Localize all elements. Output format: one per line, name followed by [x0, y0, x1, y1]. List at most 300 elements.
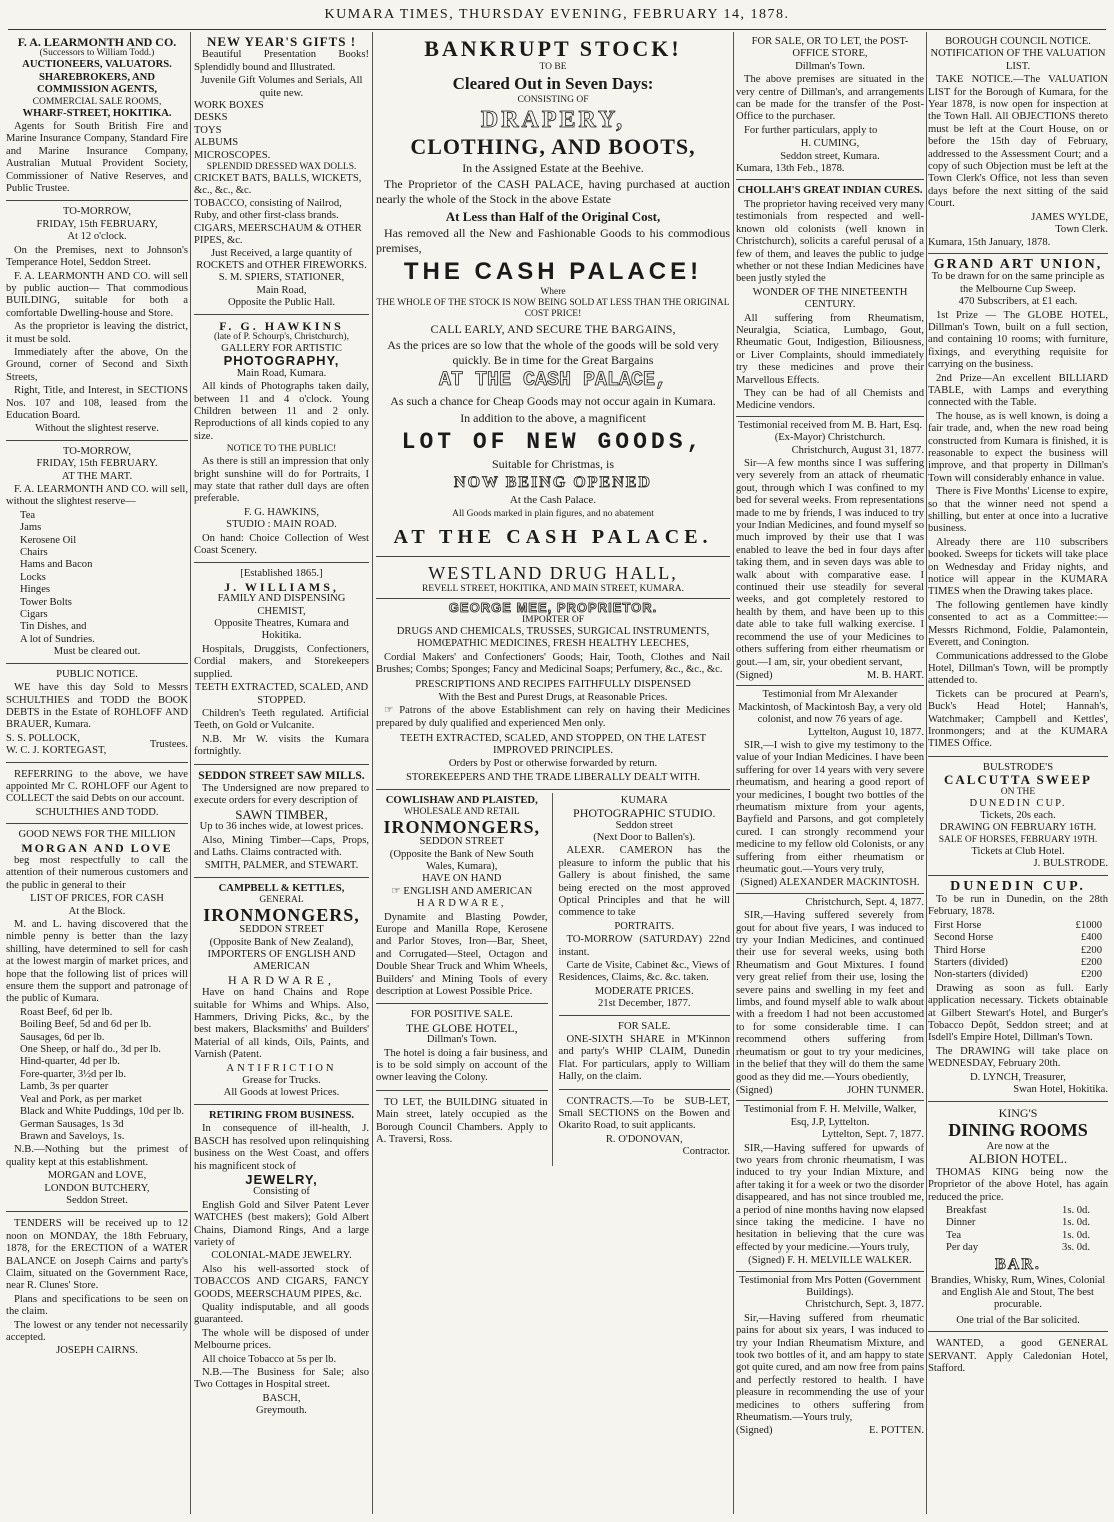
cash-palace-ad	[376, 34, 730, 557]
testimonial-date: Christchurch, Sept. 4, 1877.	[805, 896, 924, 908]
ad-item: TOBACCO, consisting of Nailrod, Ruby, and other first-class brands.	[194, 197, 342, 222]
ad-signature: S. M. SPIERS, STATIONER,	[218, 272, 345, 284]
ad-subheading: HAVE ON HAND	[422, 873, 502, 885]
column-2	[194, 34, 369, 1514]
meal-row-label: Breakfast	[946, 1204, 987, 1216]
column-rule	[733, 32, 734, 1514]
ad-date: FRIDAY, 15th FEBRUARY.	[36, 458, 158, 470]
column-rule	[190, 32, 191, 1514]
ad-heading: DRAPERY,	[480, 107, 626, 133]
ad-body: Immediately after the above, On the Ground, corner of Second and Sixth Streets,	[6, 346, 188, 383]
pointing-hand-icon: ☞	[384, 705, 394, 717]
ad-body: All Goods marked in plain figures, and no abatement	[452, 509, 654, 520]
prize-row-value: £200	[1080, 944, 1102, 956]
kings-dining-ad	[928, 1105, 1108, 1333]
to-let-ad	[376, 1094, 548, 1152]
basch-ad	[194, 1108, 369, 1422]
goods-item: Hams and Bacon	[20, 559, 93, 571]
ad-address: STUDIO : MAIN ROAD.	[226, 519, 337, 531]
ad-heading: BULSTRODE'S	[982, 761, 1054, 773]
divider	[736, 1271, 924, 1272]
ad-heading: PRESCRIPTIONS AND RECIPES FAITHFULLY DISPENSED	[415, 679, 691, 691]
ad-body: All Goods at lowest Prices.	[223, 1087, 340, 1099]
ad-heading: IRONMONGERS,	[203, 905, 360, 926]
ad-body: Tickets at Club Hotel.	[971, 845, 1065, 857]
price-item: Roast Beef, 6d per lb.	[20, 1006, 113, 1018]
ad-body: 470 Subscribers, at £1 each.	[958, 296, 1078, 308]
calcutta-sweep-ad	[928, 760, 1108, 876]
new-years-gifts-ad	[194, 34, 369, 315]
ad-address: SEDDON STREET	[239, 924, 324, 936]
auction-goods-ad	[6, 444, 188, 664]
prize-row-value: £200	[1080, 969, 1102, 981]
dunedin-cup-ad	[928, 879, 1108, 1102]
ad-trades: AUCTIONEERS, VALUATORS. SHAREBROKERS, AND COMMISSION AGENTS,	[22, 59, 172, 96]
ad-body: To be drawn for on the same principle as the Melbourne Cup Sweep.	[931, 271, 1105, 295]
chollah-cures-ad	[736, 183, 924, 1441]
ad-heading: ALBION HOTEL.	[968, 1151, 1068, 1167]
ad-body: Drawing as soon as full. Early application necessary. Tickets obtainable at Gilbert Stewart's Hotel, and Burger's Tobacco Depôt, Seddon street; and at Isdell's Empire Hotel, Dillman's Town.	[928, 982, 1108, 1044]
goods-item: Locks	[20, 571, 46, 583]
ad-body: beg most respectfully to call the attention of their numerous customers and the public in general to their	[6, 854, 188, 891]
prize-row-value: £400	[1080, 932, 1102, 944]
ad-address: Greymouth.	[256, 1405, 307, 1417]
testimonial-date: Lyttelton, August 10, 1877.	[808, 726, 924, 738]
ad-body: REFERRING to the above, we have appointed Mr C. ROHLOFF our Agent to COLLECT the said Debts on our account.	[6, 768, 188, 805]
ad-heading: GRAND ART UNION,	[933, 256, 1103, 272]
testimonial-body: SIR,—Having suffered for upwards of two years from chronic rheumatism, I was induced to try your Indian Mixture, and after taking it for a week or two the disorder disappeared, and has not since troubled me, a period of nine months having now elapsed since taking the medicine. I have no hesitation in believing that the cure was effected by your medicine.—Yours truly,	[736, 1142, 924, 1253]
trustees-label: Trustees.	[149, 738, 188, 750]
ad-heading: NOW BEING OPENED	[454, 474, 652, 491]
ad-body: In addition to the above, a magnificent	[460, 411, 646, 425]
ad-heading: PORTRAITS.	[614, 920, 675, 932]
meal-row-label: Dinner	[946, 1217, 976, 1229]
ad-body: Carte de Visite, Cabinet &c., Views of Residences, Claims, &c. &c. taken.	[558, 959, 730, 984]
ad-signature: SMITH, PALMER, and STEWART.	[204, 860, 359, 872]
ad-heading: F. A. LEARMONTH AND CO.	[17, 35, 177, 49]
ad-signature: MORGAN and LOVE,	[47, 1170, 147, 1182]
ad-body: Tickets, 20s each.	[980, 809, 1056, 821]
ad-body: As such a chance for Cheap Goods may not occur again in Kumara.	[390, 394, 716, 408]
ad-heading: TEETH EXTRACTED, SCALED, AND STOPPED.	[194, 682, 369, 706]
ad-heading: WONDER OF THE NINETEENTH CENTURY.	[752, 286, 908, 311]
ad-heading: RETIRING FROM BUSINESS.	[208, 1109, 355, 1121]
ad-heading: F. G. HAWKINS	[219, 318, 344, 333]
meal-row-value: 1s. 0d.	[1062, 1204, 1090, 1216]
testimonial-heading: Testimonial from F. H. Melville, Walker, Esq, J.P, Lyttelton.	[743, 1104, 917, 1128]
testimonial-date: Lyttelton, Sept. 7, 1877.	[821, 1129, 924, 1141]
ad-heading: JEWELRY,	[245, 1171, 318, 1187]
testimonial-body: SIR,—Having suffered severely from gout for about five years, I was induced to try your Indian Medicines, and continued their use for several weeks, using both Rheumatism and Gout Mixtures. I found very great relief from their use, losing the severe pains and swelling in my feet and limbs, and found myself able to walk about with a freedom I had not been accustomed to for some considerable time. I can recommend others suffering from rheumatism or gout to try your medicines, in the belief that they will do them the same good as they did me.—Yours obediently,	[736, 910, 924, 1083]
price-item: Boiling Beef, 5d and 6d per lb.	[20, 1019, 152, 1031]
ad-heading: DINING ROOMS	[948, 1119, 1088, 1140]
prize-row-value: £200	[1080, 957, 1102, 969]
meal-row	[946, 1205, 1090, 1217]
masthead: KUMARA TIMES, THURSDAY EVENING, FEBRUARY 14, 1878.	[324, 7, 790, 22]
ad-body: Up to 36 inches wide, at lowest prices.	[199, 821, 364, 833]
ad-address: Opposite Theatres, Kumara and Hokitika.	[214, 618, 349, 642]
ad-signature: SCHULTHIES AND TODD.	[35, 806, 159, 818]
ad-body: All suffering from Rheumatism, Neuralgia, Sciatica, Lumbago, Gout, Rheumatic Gout, Indigestion, Biliousness, or Liver Complaints, should immediately try these medicines and prove their Marvellous Effects.	[736, 312, 924, 386]
ad-body: Children's Teeth regulated. Artificial Teeth, on Gold or Vulcanite.	[194, 707, 369, 732]
price-item: Black and White Puddings, 10d per lb.	[20, 1106, 184, 1118]
goods-list	[6, 510, 188, 646]
testimonial-body: Sir,—Having suffered from rheumatic pains for about six years, I was induced to try your Indian Rheumatism Mixture, and took two bottles of it, and am happy to state got quite cured, and am now free from pains and perfectly restored to health. I have pleasure in recommending the use of your medicines to others suffering from Rheumatism.—Yours truly,	[736, 1312, 924, 1424]
prize-row-label: Second Horse	[934, 932, 994, 944]
testimonial-heading: Testimonial received from M. B. Hart, Esq. (Ex-Mayor) Christchurch.	[737, 419, 922, 444]
ad-body: 1st Prize — The GLOBE HOTEL, Dillman's Town, built on a full section, and containing 10 rooms; with furniture, fixings, and everything requisite for carrying on the business.	[928, 309, 1108, 371]
ad-body: The following gentlemen have kindly consented to act as a Committee:— Messrs Richmond, Foldie, Palamontein, Everett, and Conington.	[928, 599, 1108, 649]
ad-body: One trial of the Bar solicited.	[956, 1314, 1080, 1326]
ad-signature: JAMES WYLDE,	[1031, 211, 1108, 223]
ad-body: N.B.—Nothing but the primest of quality kept at this establishment.	[6, 1144, 188, 1168]
prize-row	[934, 920, 1102, 932]
post-office-store-ad	[736, 34, 924, 180]
ad-body: The hotel is doing a fair business, and is to be sold simply on account of the owner leaving the Colony.	[376, 1047, 548, 1084]
ad-body: THE WHOLE OF THE STOCK IS NOW BEING SOLD AT LESS THAN THE ORIGINAL COST PRICE!	[376, 298, 730, 319]
ad-item: CIGARS, MEERSCHAUM & OTHER PIPES, &c.	[194, 222, 362, 247]
sawmills-ad	[194, 768, 369, 878]
ad-address: Opposite the Public Hall.	[227, 297, 336, 309]
signatory: (Signed) ALEXANDER MACKINTOSH.	[740, 877, 920, 889]
ad-signature: BASCH,	[262, 1392, 301, 1404]
kumara-photographic-ad	[559, 793, 731, 1016]
ad-body: They can be had of all Chemists and Medicine vendors.	[736, 387, 924, 412]
ad-body: N.B. Mr W. visits the Kumara fortnightly.	[194, 733, 369, 758]
westland-drug-hall-ad	[376, 560, 730, 789]
trustees-row	[6, 733, 188, 758]
ad-body: Orders by Post or otherwise forwarded by return.	[448, 757, 658, 769]
ad-body: The above premises are situated in the very centre of Dillman's, and arrangements can be made for the transfer of the Post-Office to the purchaser.	[736, 74, 924, 123]
ad-body: Right, Title, and Interest, in SECTIONS Nos. 107 and 108, leased from the Education Board.	[6, 385, 188, 421]
ad-heading: PHOTOGRAPHIC STUDIO.	[573, 806, 716, 821]
prize-row-label: Starters (divided)	[934, 957, 1008, 969]
ad-body: TENDERS will be received up to 12 noon on MONDAY, the 18th February, 1878, for the ERECTION of a WATER BALANCE on Joseph Cairns and party's Claim, situated on the Government Race, near R. Clunes' Store.	[6, 1218, 188, 1292]
ad-subheading: TO BE	[539, 62, 567, 72]
prize-row	[934, 957, 1102, 969]
gift-item: DESKS	[194, 112, 228, 124]
testimonial-signature	[736, 1085, 924, 1097]
ad-body: F. A. LEARMONTH AND CO. will sell by public auction— That commodious BUILDING, suitable for both a comfortable Dwelling-house and Store.	[6, 270, 188, 319]
ad-body: CONTRACTS.—To be SUB-LET, Small SECTIONS on the Bowen and Okarito Road, to suit applicants.	[558, 1095, 730, 1132]
ad-body: Already there are 110 subscribers booked. Sweeps for tickets will take place on Wednesday and Friday nights, and notice will appear in the KUMARA TIMES when the Drawing takes place.	[928, 536, 1108, 598]
ad-subheading: (late of P. Schourp's, Christchurch),	[214, 331, 349, 342]
ad-body: There is Five Months' License to expire, so that the winner need not spend a shilling, but enter at once into a lucrative business.	[928, 486, 1108, 535]
ornament-rule	[376, 598, 730, 599]
ad-address: SEDDON STREET	[419, 836, 504, 848]
ad-heading: KING'S	[998, 1105, 1038, 1120]
ad-address: Swan Hotel, Hokitika.	[1013, 1084, 1108, 1096]
ad-subheading: ON THE	[1000, 786, 1036, 797]
ad-body: ONE-SIXTH SHARE in M'Kinnon and party's WHIP CLAIM, Dunedin Flat. For particulars, apply to William Hally, on the claim.	[558, 1034, 730, 1083]
ad-heading: CLOTHING, AND BOOTS,	[410, 134, 696, 159]
ad-heading: DUNEDIN CUP.	[950, 878, 1086, 894]
ad-heading: LOT OF NEW GOODS,	[401, 429, 705, 455]
ad-body: Juvenile Gift Volumes and Serials, All quite new.	[200, 75, 363, 99]
ad-heading: CALCUTTA SWEEP	[943, 772, 1093, 788]
ad-address: Seddon street, Kumara.	[780, 150, 880, 162]
ad-heading: WESTLAND DRUG HALL,	[428, 563, 678, 584]
ad-signature: JOSEPH CAIRNS.	[56, 1345, 138, 1357]
ad-body: Communications addressed to the Globe Hotel, Dillman's Town, will be promptly attended to.	[928, 650, 1108, 687]
prize-row-value: £1000	[1075, 919, 1102, 931]
gift-item: TOYS	[194, 124, 222, 136]
gift-item: WORK BOXES	[194, 100, 264, 112]
ad-body: As there is still an impression that only bright sunshine will do for Portraits, I may state that rather dull days are often preferable.	[194, 456, 369, 505]
meal-row-value: 1s. 0d.	[1062, 1217, 1090, 1229]
ad-body-text: Patrons of the above Establishment can rely on having their Medicines prepared by duly qualified and experienced Men only.	[376, 705, 730, 729]
price-item: Veal and Pork, as per market	[20, 1093, 142, 1105]
ad-heading: HARDWARE,	[416, 898, 507, 910]
ad-subheading: NOTICE TO THE PUBLIC!	[226, 444, 337, 455]
ad-body: The DRAWING will take place on WEDNESDAY, February 20th.	[928, 1045, 1108, 1070]
prize-row-label: Third Horse	[934, 944, 986, 956]
goods-item: Hinges	[20, 584, 51, 596]
testimonial-signature	[736, 670, 924, 682]
hawkins-ad	[194, 318, 369, 564]
ad-heading: FOR SALE, OR TO LET, the POST-OFFICE STORE,	[751, 36, 909, 60]
price-item: Hind-quarter, 4d per lb.	[20, 1056, 120, 1068]
testimonial-heading: Testimonial from Mr Alexander Mackintosh, of Mackintosh Bay, a very old colonist, and now 76 years of age.	[738, 689, 922, 726]
ad-body: WANTED, a good GENERAL SERVANT. Apply Caledonian Hotel, Stafford.	[928, 1338, 1108, 1374]
meal-row-label: Tea	[946, 1229, 962, 1241]
ad-heading: THE CASH PALACE!	[403, 258, 703, 285]
goods-item: Chairs	[20, 547, 48, 559]
ad-body: Also his well-assorted stock of TOBACCOS AND CIGARS, FANCY GOODS, MEERSCHAUM PIPES, &c.	[194, 1263, 369, 1300]
gift-items	[194, 100, 369, 162]
ad-body: DRAWING ON FEBRUARY 16TH.	[939, 822, 1097, 834]
ad-body: The Undersigned are now prepared to execute orders for every description of	[194, 782, 369, 807]
ad-body: Have on hand Chains and Rope suitable for Whims and Whips. Also, Hammers, Driving Picks, &c., by the best makers, Blacksmiths' and Builders' Material of all kinds, Oils, Paints, and Varnish (Patent.	[194, 987, 369, 1061]
signed-label: (Signed)	[736, 1425, 773, 1437]
ad-body: All choice Tobacco at 5s per lb.	[202, 1353, 337, 1365]
ad-body: All kinds of Photographs taken daily, between 11 and 4 o'clock. Young Children between 11 and 2 only. Reproductions of all kinds copied to any size.	[194, 381, 369, 442]
goods-item: Jams	[20, 522, 42, 534]
ad-heading: COLONIAL-MADE JEWELRY.	[211, 1250, 352, 1262]
ad-body: To be run in Dunedin, on the 28th February, 1878.	[928, 894, 1108, 918]
ad-body: The proprietor having received very many testimonials from respected and well-known old colonists (well known in Christchurch), solicits a careful perusal of a few of them, and leaves the public to judge whether or not these Indian Medicines have been justly styled the	[736, 198, 924, 285]
ad-subheading: WHOLESALE AND RETAIL	[403, 807, 520, 818]
ad-body: Must be cleared out.	[53, 646, 141, 658]
signatory: M. B. HART.	[866, 669, 924, 681]
borough-notice-ad	[928, 34, 1108, 254]
ad-heading: ANTIFRICTION	[226, 1062, 337, 1074]
ad-heading: CHOLLAH'S GREAT INDIAN CURES.	[737, 185, 923, 197]
trustee-name: W. C. J. KORTEGAST,	[6, 745, 107, 757]
ad-heading: GALLERY FOR ARTISTIC	[221, 342, 342, 354]
meal-row	[946, 1217, 1090, 1229]
ad-heading: SEDDON STREET SAW MILLS.	[198, 769, 365, 782]
ad-body: As the proprietor is leaving the district, it must be sold.	[6, 321, 188, 345]
ad-heading: SAWN TIMBER,	[235, 806, 328, 822]
column-rule	[372, 32, 373, 1514]
ad-body: On the Premises, next to Johnson's Temperance Hotel, Seddon Street.	[6, 244, 188, 269]
learmonth-ad	[6, 34, 188, 201]
ad-body: F. A. LEARMONTH AND CO. will sell, without the slightest reserve—	[6, 484, 188, 508]
price-item: Sausages, 6d per lb.	[20, 1031, 105, 1043]
schulthies-ad	[6, 766, 188, 825]
ad-body: In the Assigned Estate at the Beehive.	[462, 161, 644, 175]
ad-date: 21st December, 1877.	[597, 998, 691, 1010]
ad-subheading: GENERAL	[259, 895, 304, 906]
ad-body: Agents for South British Fire and Marine Insurance Company, Standard Fire and Marine Insurance Company, Australian Mutual Provident Society, Commissioner of Native Reserves, and Public Trustee.	[6, 121, 188, 195]
divider	[736, 1100, 924, 1101]
goods-item: Kerosene Oil	[20, 534, 77, 546]
pointing-hand-icon: ☞	[391, 885, 401, 897]
ad-body: Dynamite and Blasting Powder, Europe and Manilla Rope, Kerosene and Parlor Stoves, Iron—Bar, Sheet, and Corrugated—Steel, Octagon and Double Shear Truck and Whim Wheels, Builders' and Mining Tools of every description at Lowest Possible Price.	[376, 911, 548, 997]
ad-address: (Opposite Bank of New Zealand),	[209, 936, 354, 948]
ad-address: Seddon street	[615, 819, 673, 831]
ad-address: WHARF-STREET, HOKITIKA.	[22, 107, 172, 119]
ad-signature: F. G. HAWKINS,	[243, 506, 320, 518]
ad-address: Main Road,	[256, 284, 307, 296]
ad-body: Without the slightest reserve.	[35, 423, 159, 435]
ad-body	[376, 705, 730, 730]
ad-subheading	[376, 886, 548, 898]
ad-body: M. and L. having discovered that the nimble penny is better than the lazy shilling, have determined to sell for cash at the lowest margin of market prices, and hope that the following list of prices will ensure them the support and patronage of the public of Kumara.	[6, 919, 188, 1005]
ad-subheading: (Successors to William Todd.)	[39, 48, 155, 59]
ad-subheading-text: ENGLISH AND AMERICAN	[403, 885, 533, 897]
ad-body: Grease for Trucks.	[242, 1075, 321, 1087]
prize-table	[928, 920, 1108, 982]
prize-row	[934, 969, 1102, 981]
prize-row-label: Non-starters (divided)	[934, 969, 1028, 981]
ad-date: Kumara, 13th Feb., 1878.	[736, 163, 845, 175]
testimonial-signature	[736, 1425, 924, 1437]
wanted-ad	[928, 1335, 1108, 1380]
ad-heading: At Less than Half of the Original Cost,	[445, 209, 661, 224]
goods-item: Cigars	[20, 609, 48, 621]
ad-heading: GEORGE MEE, PROPRIETOR.	[448, 600, 658, 616]
testimonial-date: Christchurch, Sept. 3, 1877.	[805, 1299, 924, 1311]
ad-body: On hand: Choice Collection of West Coast Scenery.	[194, 532, 369, 557]
ad-body: In consequence of ill-health, J. BASCH has resolved upon relinquishing business on the West Coast, and offers his magnificent stock of	[194, 1123, 369, 1172]
divider	[736, 893, 924, 894]
goods-item: A lot of Sundries.	[20, 633, 95, 645]
ad-heading: THE GLOBE HOTEL,	[405, 1020, 518, 1035]
price-list	[6, 1007, 188, 1143]
goods-item: Tin Dishes, and	[20, 621, 87, 633]
price-item: Lamb, 3s per quarter	[20, 1081, 109, 1093]
auction-building-ad	[6, 204, 188, 440]
goods-item: Tea	[20, 509, 36, 521]
testimonial-body: Sir—A few months since I was suffering very severely from an attack of rheumatic gout, through which I was confined to my bed for several weeks. From representations made to me by friends, I was induced to try your Indian Medicines, and found myself so much improved by their use that I was enabled to leave the bed in four days after taking them, and in seven days was able to walk about with comparative ease. I continued their use steadily for several weeks, and got completely restored to health by them, and have been up to this date able to take full walking exercise. I recommend the use of your Medicines to others suffering from either rheumatism or gout.—I am, sir, your obedient servant,	[736, 458, 924, 668]
prize-row	[934, 932, 1102, 944]
meal-row	[946, 1230, 1090, 1242]
signatory: (Signed) F. H. MELVILLE WALKER.	[748, 1255, 912, 1267]
ad-body: English Gold and Silver Patent Lever WATCHES (best makers); Gold Albert Chains, Diamond Rings, And a large variety of	[194, 1199, 369, 1248]
ad-heading: GOOD NEWS FOR THE MILLION	[18, 829, 176, 841]
ad-body: Just Received, a large quantity of ROCKETS and OTHER FIREWORKS.	[196, 247, 367, 271]
ad-body: The whole will be disposed of under Melbourne prices.	[194, 1327, 369, 1352]
ad-address: Seddon Street.	[66, 1194, 128, 1206]
ad-body: The Proprietor of the CASH PALACE, having purchased at auction nearly the whole of the Stock in the above Estate	[376, 177, 730, 206]
ad-body: The lowest or any tender not necessarily accepted.	[6, 1319, 188, 1343]
campbell-kettles-ad	[194, 881, 369, 1105]
ad-address: REVELL STREET, HOKITIKA, AND MAIN STREET, KUMARA.	[421, 584, 685, 595]
ad-subheading: FAMILY AND DISPENSING CHEMIST,	[217, 593, 346, 617]
for-sale-ad	[559, 1019, 731, 1090]
meal-row-value: 1s. 0d.	[1062, 1229, 1090, 1241]
ad-heading: MORGAN AND LOVE	[21, 840, 173, 855]
ad-body: As the prices are so low that the whole of the goods will be sold very quickly. Be in time for the Great Bargains	[387, 338, 719, 367]
ad-date: TO-MORROW,	[63, 206, 131, 218]
ad-signature: D. LYNCH, Treasurer,	[970, 1071, 1066, 1083]
ad-signature: H. CUMING,	[800, 138, 860, 150]
ad-body: Has removed all the New and Fashionable Goods to his commodious premises,	[376, 226, 730, 255]
tenders-ad	[6, 1215, 188, 1361]
goods-item: Tower Bolts	[20, 596, 72, 608]
ad-heading: J. WILLIAMS,	[224, 579, 339, 594]
ad-heading: FOR POSITIVE SALE.	[410, 1009, 513, 1021]
ad-signature: J. BULSTRODE.	[1033, 858, 1108, 870]
divider	[736, 685, 924, 686]
ad-subheading: Consisting of	[253, 1186, 310, 1198]
ad-body: The house, as is well known, is doing a fair trade, and, when the new road being constructed from Kumara is finished, it is reasonable to expect the business will improve, and that property in Dillman's Town will considerably enhance in value.	[928, 410, 1108, 484]
ad-heading: PUBLIC NOTICE.	[56, 668, 138, 680]
ad-time: At 12 o'clock.	[67, 231, 127, 243]
ad-body: For further particulars, apply to	[744, 124, 878, 136]
globe-hotel-ad	[376, 1007, 548, 1090]
ad-body: TO LET, the BUILDING situated in Main street, lately occupied as the Borough Council Chambers. Apply to A. Traversi, Ross.	[376, 1096, 548, 1146]
ad-subheading: IMPORTERS OF ENGLISH AND AMERICAN	[207, 949, 356, 973]
meal-row-value: 3s. 0d.	[1062, 1242, 1090, 1254]
ad-body: Also, Mining Timber—Caps, Props, and Laths. Claims contracted with.	[194, 834, 369, 858]
ad-address: Dillman's Town.	[426, 1034, 497, 1046]
ad-body: TO-MORROW (SATURDAY) 22nd instant.	[558, 934, 730, 958]
cowlishaw-ad	[376, 793, 548, 1005]
column-1	[6, 34, 188, 1514]
signatory: E. POTTEN.	[868, 1425, 924, 1437]
ad-signature: Town Clerk.	[1055, 224, 1108, 236]
art-union-ad	[928, 257, 1108, 757]
price-item: Fore-quarter, 3½d per lb.	[20, 1068, 127, 1080]
ad-heading: LIST OF PRICES, FOR CASH	[30, 893, 164, 905]
signed-label: (Signed)	[736, 669, 773, 681]
price-item: Brawn and Saveloys, 1s.	[20, 1130, 125, 1142]
signed-label: (Signed)	[736, 1084, 773, 1096]
ad-venue: AT THE MART.	[61, 470, 133, 482]
ad-heading: KUMARA	[620, 794, 668, 806]
ad-body: Tickets can be procured at Pearn's, Buck's Head Hotel; Hannah's, Watchmaker; Campbell and Kettles', Ironmongers; and at the KUMARA TIMES Office.	[928, 688, 1108, 750]
ad-signature: Contractor.	[682, 1146, 730, 1158]
ad-body: Brandies, Whisky, Rum, Wines, Colonial and English Ale and Stout, The best procurable.	[930, 1274, 1106, 1311]
testimonial-body: SIR,—I wish to give my testimony to the value of your Indian Medicines. I have been suffering for over 14 years with very severe rheumatism, and hearing a good report of your medicines, I bought two bottles of the rheumatism mixture from your agents, Bayfield and Parsons, and got completely cured. I can strongly recommend your medicine to my fellow old Colonists, or any suffering from either rheumatism or rheumatic gout.—Yours very truly,	[736, 739, 924, 875]
ad-subheading: CONSISTING OF	[517, 95, 589, 105]
ad-heading: COWLISHAW AND PLAISTED,	[385, 794, 538, 806]
meal-row	[946, 1242, 1090, 1254]
ad-body: With the Best and Purest Drugs, at Reasonable Prices.	[438, 691, 668, 703]
ad-address: (Opposite the Bank of New South Wales, Kumara),	[389, 848, 534, 872]
gift-item: MICROSCOPES.	[194, 149, 271, 161]
meal-table	[928, 1205, 1108, 1255]
ad-subheading: Where	[540, 287, 566, 297]
contracts-ad	[559, 1093, 731, 1163]
ad-subheading: IMPORTER OF	[522, 614, 584, 625]
ad-body: At the Cash Palace.	[509, 494, 597, 506]
ad-heading: HARDWARE,	[228, 972, 335, 987]
ad-body: 2nd Prize—An excellent BILLIARD TABLE, with Lamps and everything connected with the Table.	[928, 372, 1108, 409]
ad-heading: Cleared Out in Seven Days:	[452, 74, 654, 93]
ad-heading: CALL EARLY, AND SECURE THE BARGAINS,	[430, 322, 676, 336]
ad-heading: IRONMONGERS,	[383, 817, 540, 838]
prize-row-label: First Horse	[934, 919, 982, 931]
column-4	[736, 34, 924, 1514]
ad-address: (Next Door to Ballen's).	[593, 831, 696, 843]
column-3	[376, 34, 730, 1514]
ad-item: SPLENDID DRESSED WAX DOLLS.	[206, 162, 357, 173]
divider	[736, 416, 924, 417]
